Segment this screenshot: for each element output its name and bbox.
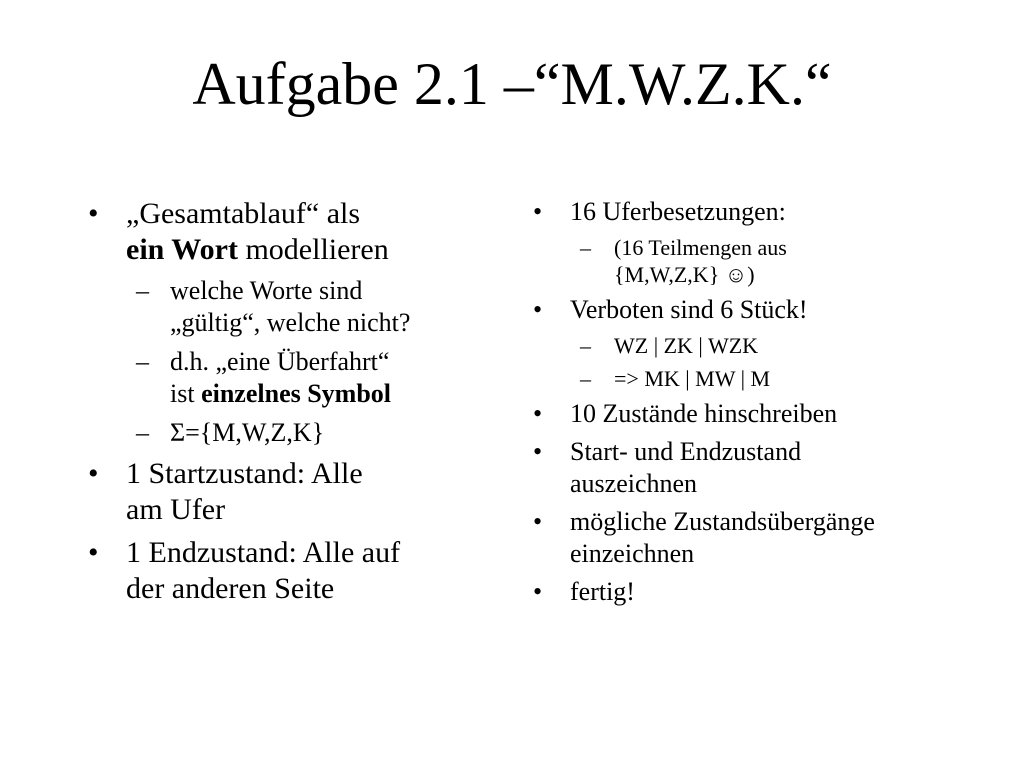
subbullet-text: (16 Teilmengen aus <box>614 235 787 260</box>
bullet-uferbesetzungen <box>533 196 1003 228</box>
bullet-text: modellieren <box>237 233 389 266</box>
subbullet-text: welche Worte sind <box>170 276 363 305</box>
bullet-fertig <box>533 576 1003 608</box>
subbullet-text: ist <box>170 379 202 408</box>
bold-text: ein Wort <box>126 233 238 266</box>
bullet-zustaende <box>533 398 1003 430</box>
bullet-startzustand <box>88 456 508 528</box>
subbullet-text: Σ={M,W,Z,K} <box>170 418 325 447</box>
bullet-text: fertig! <box>570 577 635 606</box>
subbullet-wz <box>570 332 1003 359</box>
bold-text: einzelnes Symbol <box>201 379 392 408</box>
subbullet-sigma <box>126 417 508 449</box>
subbullet-text: „gültig“, welche nicht? <box>170 308 411 337</box>
subbullet-teilmengen <box>570 234 1003 288</box>
subbullet-ueberfahrt <box>126 346 508 410</box>
bullet-text: am Ufer <box>126 493 226 526</box>
subbullet-text: d.h. „eine Überfahrt“ <box>170 347 390 376</box>
bullet-text: Start- und Endzustand <box>570 437 802 466</box>
bullet-text: einzeichnen <box>570 539 695 568</box>
bullet-text: auszeichnen <box>570 469 698 498</box>
bullet-endzustand <box>88 535 508 607</box>
subbullet-text: => MK | MW | M <box>614 366 771 391</box>
bullet-text: Verboten sind 6 Stück! <box>570 295 808 324</box>
bullet-text: 10 Zustände hinschreiben <box>570 399 838 428</box>
bullet-text: der anderen Seite <box>126 572 335 605</box>
subbullet-text: {M,W,Z,K} ☺) <box>614 262 755 287</box>
left-column <box>88 196 508 614</box>
bullet-text: 16 Uferbesetzungen: <box>570 197 786 226</box>
bullet-start-end <box>533 436 1003 500</box>
bullet-text: 1 Startzustand: Alle <box>126 457 363 490</box>
bullet-gesamtablauf <box>88 196 508 268</box>
slide-title: Aufgabe 2.1 –“M.W.Z.K.“ <box>192 51 832 117</box>
subbullet-mk <box>570 365 1003 392</box>
right-column <box>533 196 1003 614</box>
subbullet-gueltig <box>126 275 508 339</box>
subbullet-text: WZ | ZK | WZK <box>614 333 759 358</box>
bullet-uebergaenge <box>533 506 1003 570</box>
bullet-verboten <box>533 294 1003 326</box>
bullet-text: mögliche Zustandsübergänge <box>570 507 875 536</box>
bullet-text: „Gesamtablauf“ als <box>126 197 361 230</box>
bullet-text: 1 Endzustand: Alle auf <box>126 536 401 569</box>
